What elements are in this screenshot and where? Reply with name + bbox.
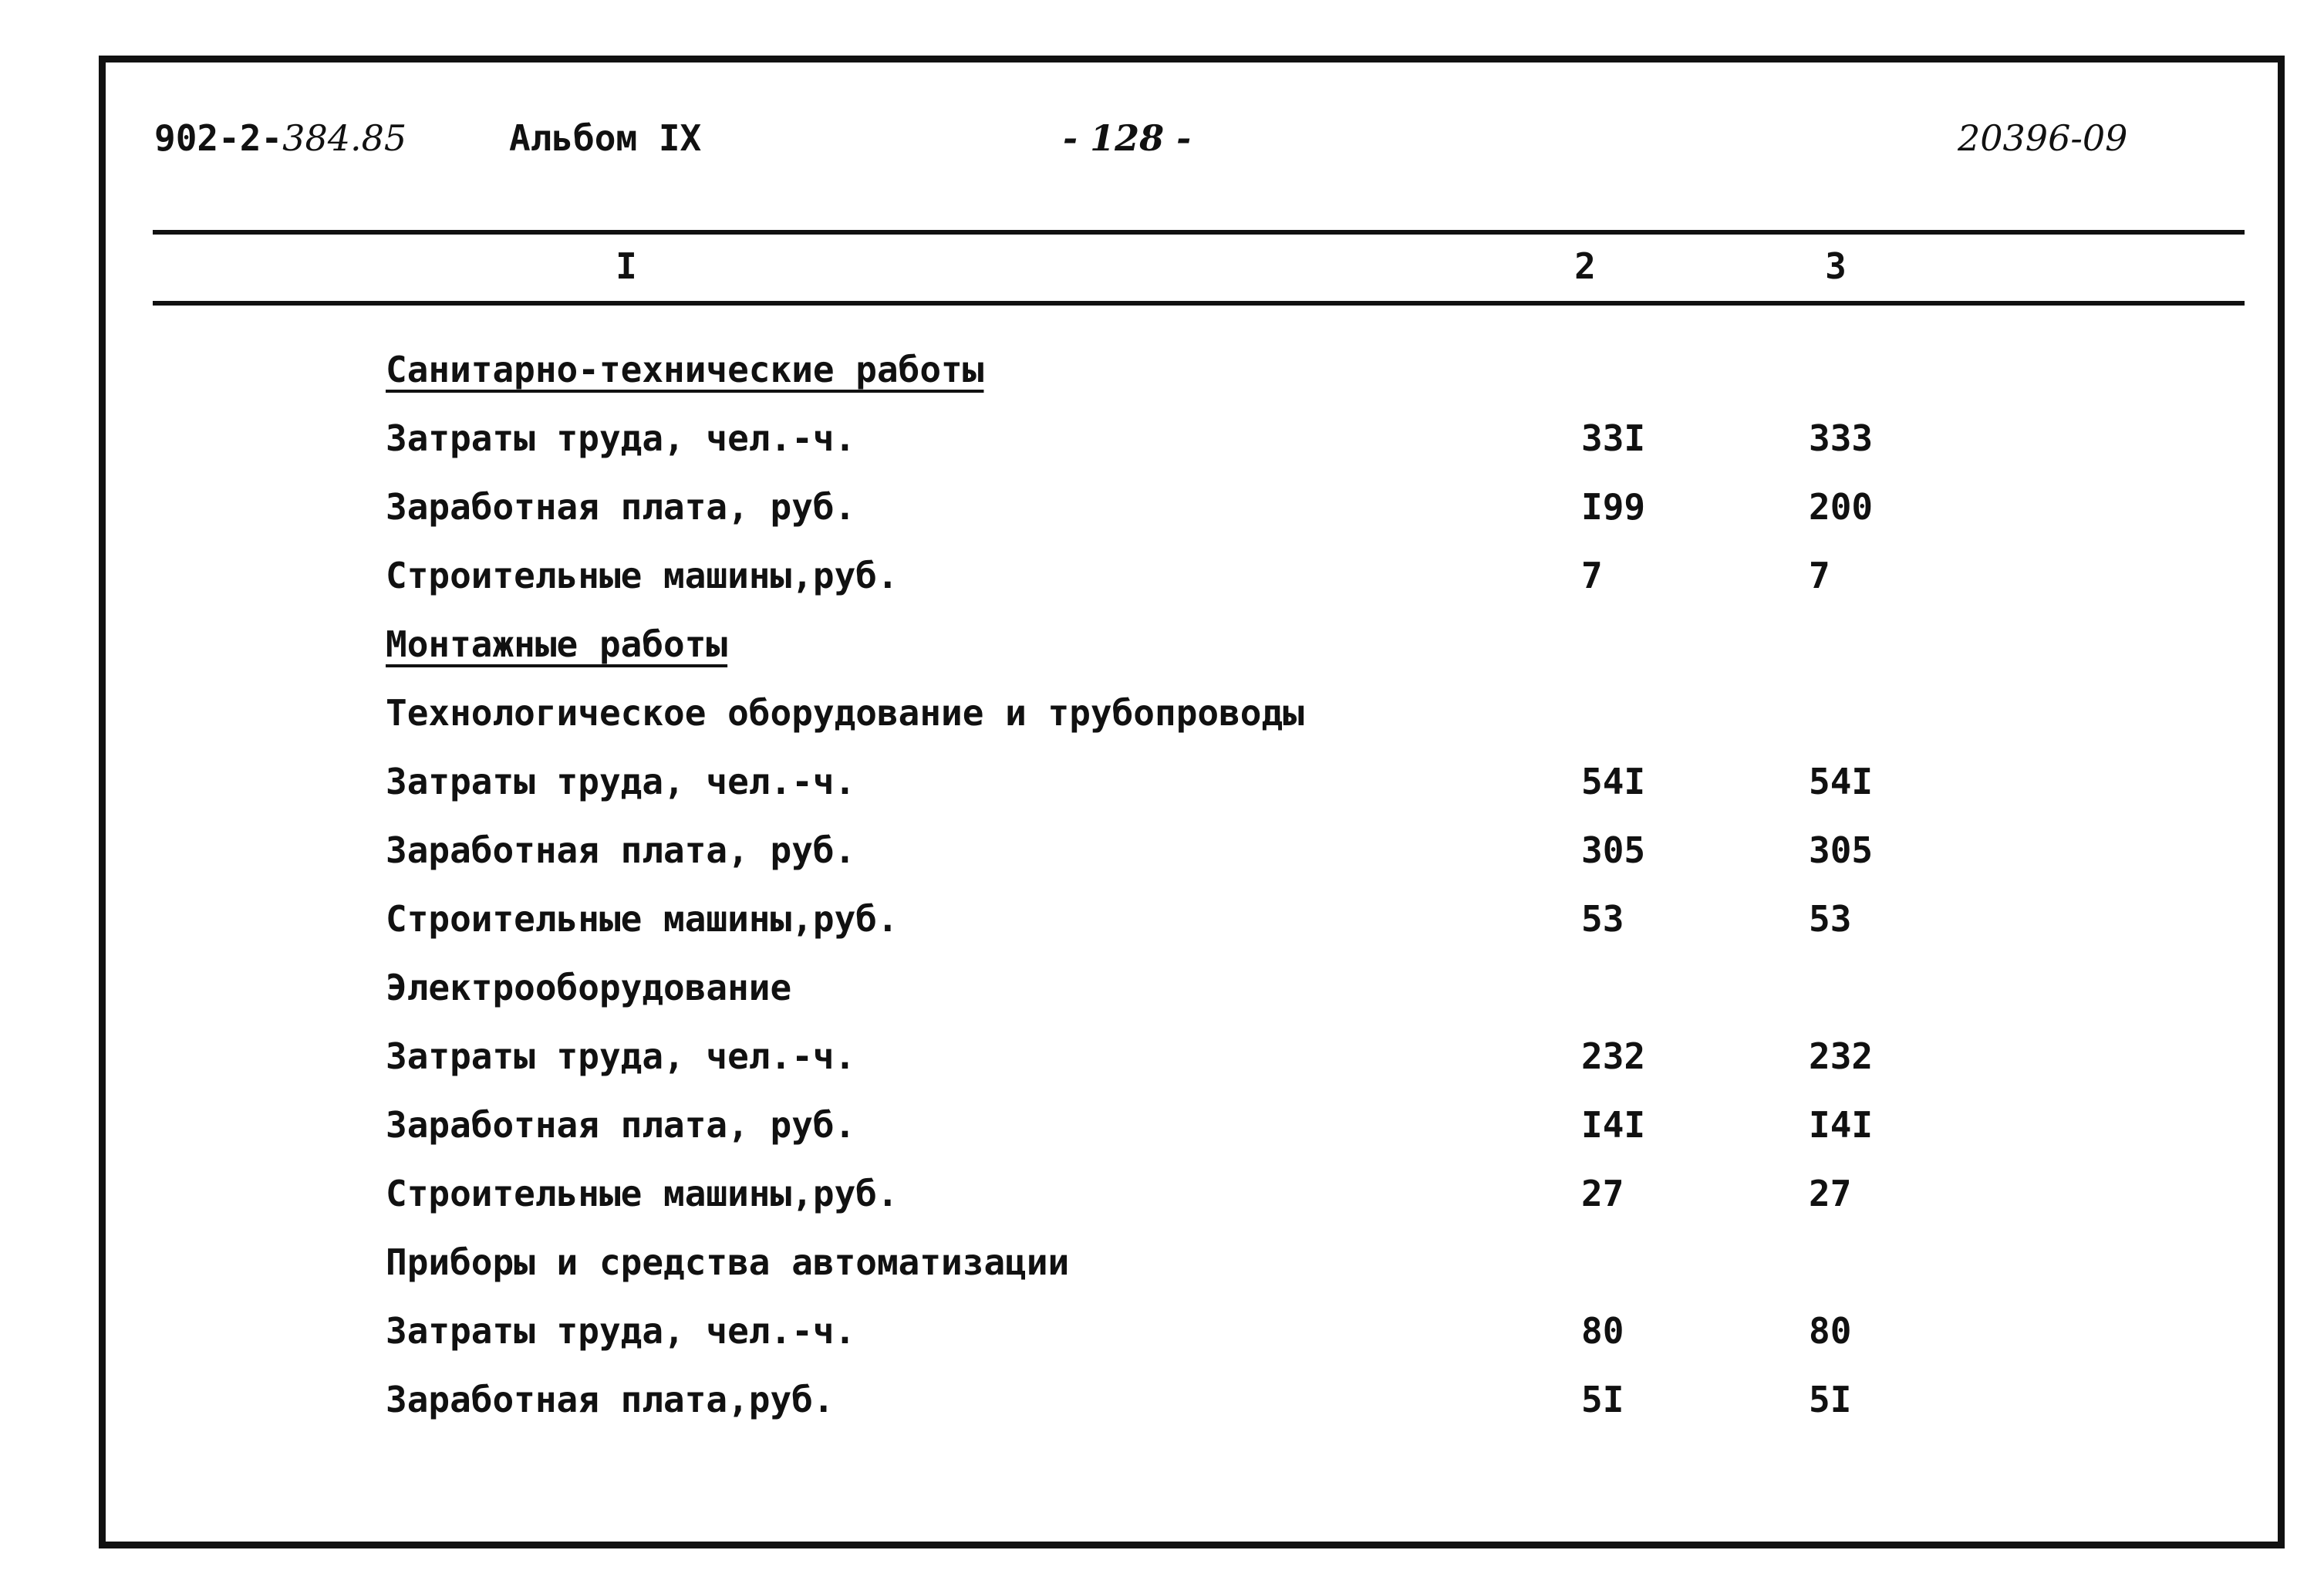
- document-code: [154, 117, 406, 159]
- column-header-rule: [153, 301, 2245, 306]
- row-value-col2: 232: [1581, 1035, 1646, 1077]
- row-value-col3: 27: [1809, 1173, 1852, 1214]
- table-row: [386, 898, 2237, 966]
- table-top-rule: [153, 230, 2245, 235]
- row-value-col2: 54I: [1581, 761, 1646, 802]
- row-label: Заработная плата,руб.: [386, 1379, 835, 1420]
- row-value-col3: 53: [1809, 898, 1852, 940]
- row-value-col2: I99: [1581, 486, 1646, 528]
- table-row: [386, 761, 2237, 829]
- row-label: Монтажные работы: [386, 623, 728, 665]
- row-value-col3: 80: [1809, 1310, 1852, 1352]
- row-label: Строительные машины,руб.: [386, 555, 899, 596]
- row-label: Затраты труда, чел.-ч.: [386, 417, 856, 459]
- row-label: Затраты труда, чел.-ч.: [386, 761, 856, 802]
- subsection-heading: [386, 1241, 2237, 1309]
- column-header-3: 3: [1825, 245, 1847, 287]
- row-value-col2: 27: [1581, 1173, 1624, 1214]
- row-value-col2: I4I: [1581, 1104, 1646, 1146]
- table-row: [386, 1035, 2237, 1103]
- row-value-col3: 232: [1809, 1035, 1874, 1077]
- inventory-number: 20396-09: [1958, 117, 2128, 159]
- row-value-col2: 33I: [1581, 417, 1646, 459]
- document-code-printed: 902-2-: [154, 117, 283, 159]
- table-row: [386, 1104, 2237, 1172]
- row-label: Санитарно-технические работы: [386, 349, 984, 390]
- row-value-col3: 305: [1809, 829, 1874, 871]
- document-code-handwritten: 384.85: [282, 117, 407, 159]
- row-label: Приборы и средства автоматизации: [386, 1241, 1070, 1283]
- row-value-col2: 80: [1581, 1310, 1624, 1352]
- row-value-col3: 5I: [1809, 1379, 1852, 1420]
- row-value-col3: I4I: [1809, 1104, 1874, 1146]
- table-row: [386, 417, 2237, 485]
- row-label: Заработная плата, руб.: [386, 1104, 856, 1146]
- table-row: [386, 1310, 2237, 1378]
- row-label: Строительные машины,руб.: [386, 1173, 899, 1214]
- table-row: [386, 1379, 2237, 1447]
- row-value-col2: 7: [1581, 555, 1603, 596]
- row-label: Электрооборудование: [386, 967, 792, 1008]
- row-label: Строительные машины,руб.: [386, 898, 899, 940]
- row-label: Затраты труда, чел.-ч.: [386, 1310, 856, 1352]
- row-value-col3: 54I: [1809, 761, 1874, 802]
- row-label: Заработная плата, руб.: [386, 486, 856, 528]
- row-value-col3: 7: [1809, 555, 1830, 596]
- row-value-col2: 53: [1581, 898, 1624, 940]
- section-heading: [386, 623, 2237, 691]
- row-value-col3: 200: [1809, 486, 1874, 528]
- table-row: [386, 1173, 2237, 1241]
- row-label: Заработная плата, руб.: [386, 829, 856, 871]
- section-heading: [386, 349, 2237, 417]
- row-value-col2: 5I: [1581, 1379, 1624, 1420]
- album-label: Альбом IX: [509, 117, 702, 159]
- page-number: - 128 -: [1063, 117, 1192, 159]
- subsection-heading: [386, 692, 2237, 760]
- row-value-col2: 305: [1581, 829, 1646, 871]
- subsection-heading: [386, 967, 2237, 1035]
- column-header-2: 2: [1574, 245, 1596, 287]
- table-row: [386, 829, 2237, 897]
- table-row: [386, 555, 2237, 623]
- row-label: Затраты труда, чел.-ч.: [386, 1035, 856, 1077]
- row-label: Технологическое оборудование и трубопроводы: [386, 692, 1304, 734]
- column-header-1: I: [616, 245, 637, 287]
- table-row: [386, 486, 2237, 554]
- row-value-col3: 333: [1809, 417, 1874, 459]
